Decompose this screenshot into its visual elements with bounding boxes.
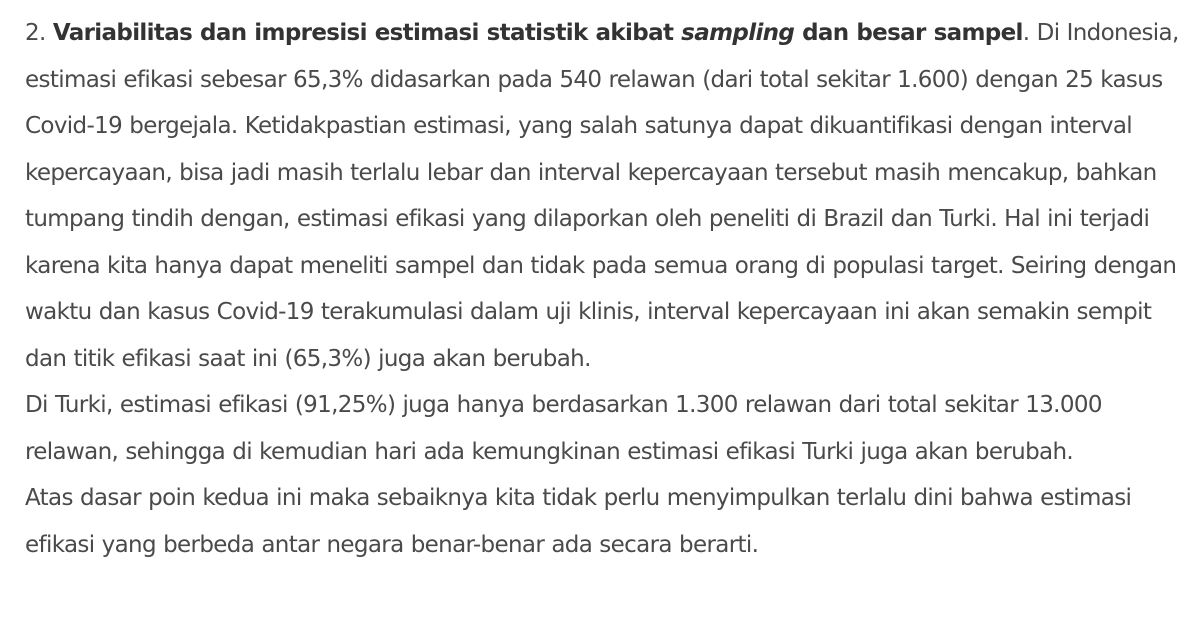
section-heading (53, 20, 1023, 46)
section-heading-part1: Variabilitas dan impresisi estimasi statistik akibat (52, 20, 674, 46)
section-number: 2. (25, 20, 46, 46)
article-body (25, 10, 1185, 568)
paragraph-section-2 (25, 10, 1185, 382)
section-heading-period: . (1022, 20, 1030, 46)
paragraph-1-text: Di Indonesia, estimasi efikasi sebesar 65,3% didasarkan pada 540 relawan (dari total sekitar 1.600) dengan 25 kasus Covid-19 bergejala. Ketidakpastian estimasi, yang salah satunya dapat dikuantifikasi dengan interval kepercayaan, bisa jadi masih terlalu lebar dan interval kepercayaan tersebut masih mencakup, bahkan tumpang tindih dengan, estimasi efikasi yang dilaporkan oleh peneliti di Brazil dan Turki. Hal ini terjadi karena kita hanya dapat meneliti sampel dan tidak pada semua orang di populasi target. Seiring dengan waktu dan kasus Covid-19 terakumulasi dalam uji klinis, interval kepercayaan ini akan semakin sempit dan titik efikasi saat ini (65,3%) juga akan berubah. (25, 20, 1179, 372)
paragraph-turkey: Di Turki, estimasi efikasi (91,25%) juga hanya berdasarkan 1.300 relawan dari total sekitar 13.000 relawan, sehingga di kemudian hari ada kemungkinan estimasi efikasi Turki juga akan berubah. (25, 392, 1102, 465)
paragraph-conclusion: Atas dasar poin kedua ini maka sebaiknya kita tidak perlu menyimpulkan terlalu dini bahwa estimasi efikasi yang berbeda antar negara benar-benar ada secara berarti. (25, 485, 1132, 558)
section-heading-italic: sampling (681, 20, 795, 46)
section-heading-part2: dan besar sampel (802, 20, 1023, 46)
